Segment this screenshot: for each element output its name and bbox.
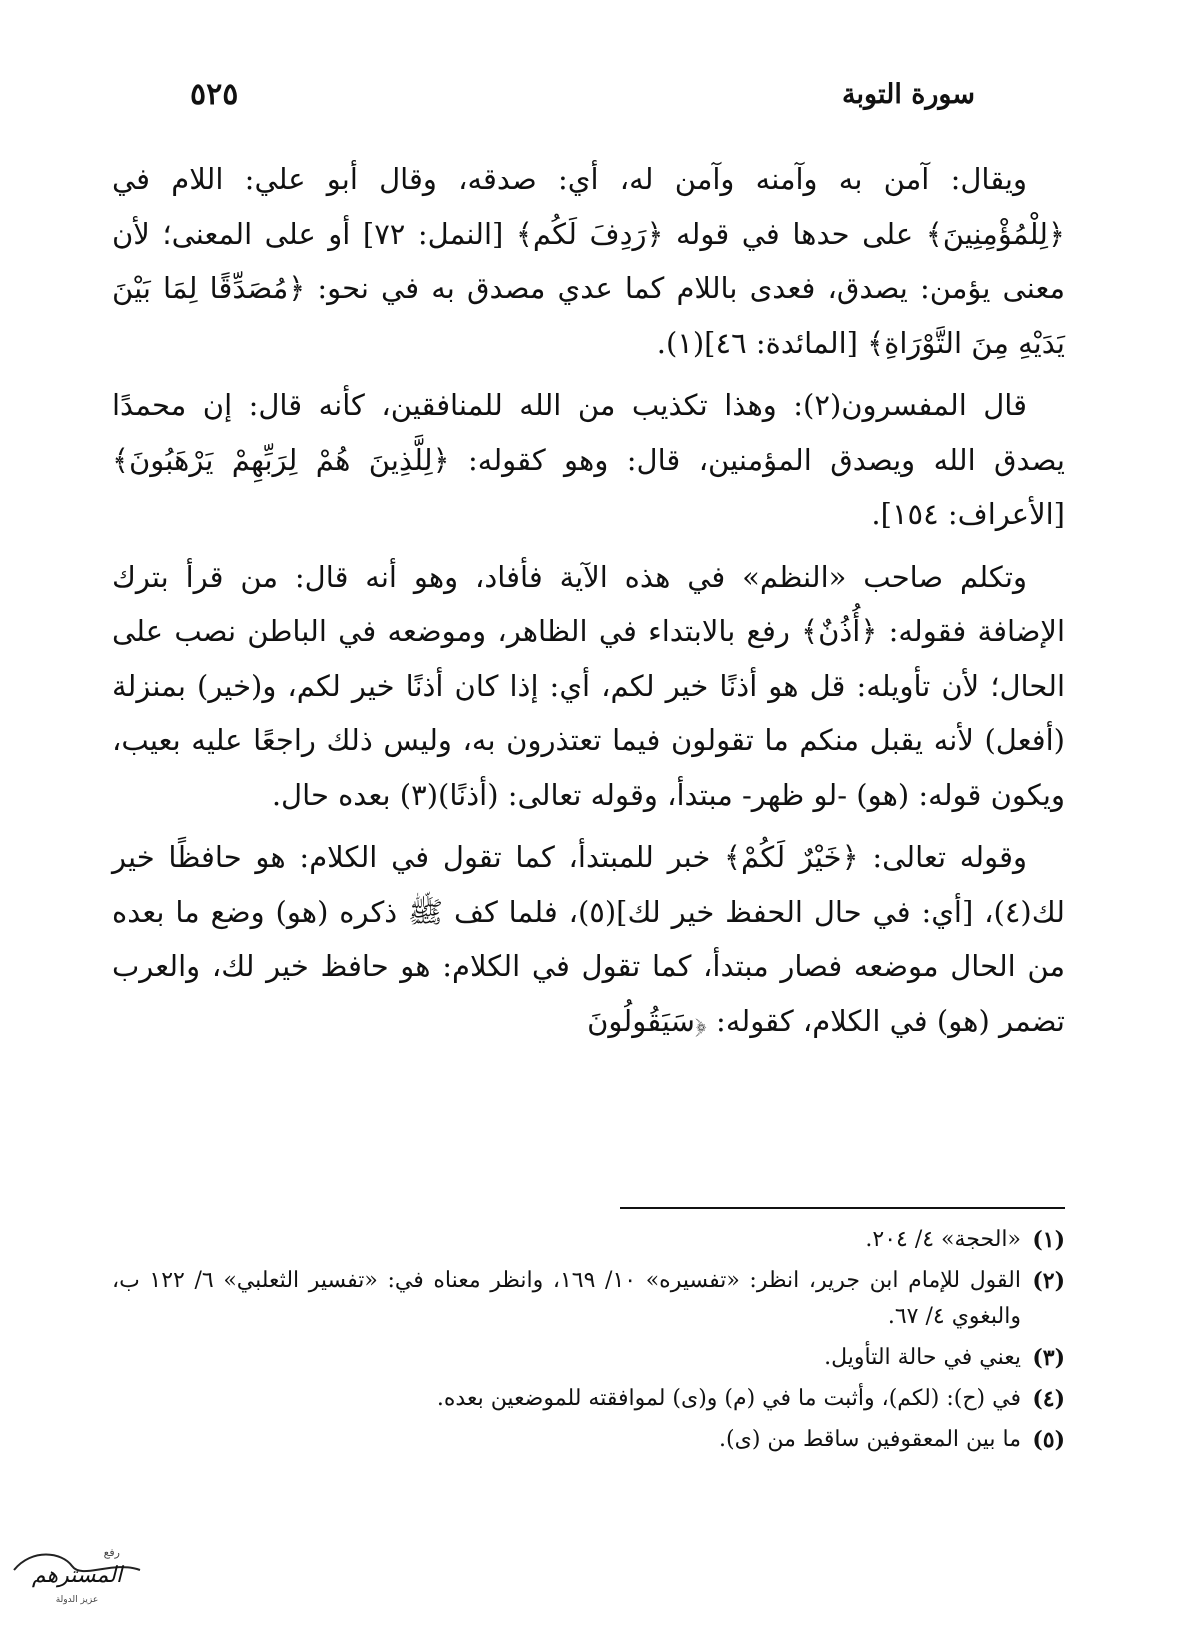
footnote xyxy=(112,1381,1065,1417)
footnote xyxy=(112,1263,1065,1335)
main-text xyxy=(112,152,1065,1048)
footnote-text: في (ح): (لكم)، وأثبت ما في (م) و(ى) لموافقته للموضعين بعده. xyxy=(436,1386,1021,1411)
footnote xyxy=(112,1340,1065,1376)
watermark-top-text: رفع xyxy=(103,1546,120,1559)
page-number: ٥٢٥ xyxy=(190,76,239,112)
footnote-text: يعني في حالة التأويل. xyxy=(824,1345,1021,1370)
footnote-number: (٥) xyxy=(1032,1427,1065,1453)
footnote-divider xyxy=(620,1207,1065,1209)
watermark-sub-text: عزيز الدولة xyxy=(55,1595,99,1605)
footnote-text: القول للإمام ابن جرير، انظر: «تفسيره» ١٠/ ١٦٩، وانظر معناه في: «تفسير الثعلبي» ٦/ ١٢٢ ب، والبغوي ٤/ ٦٧. xyxy=(112,1268,1021,1329)
footnote-text: ما بين المعقوفين ساقط من (ى). xyxy=(719,1427,1021,1452)
footnote xyxy=(112,1422,1065,1458)
footnote-number: (٣) xyxy=(1032,1345,1065,1371)
footnotes xyxy=(112,1222,1065,1463)
footnote-number: (١) xyxy=(1032,1227,1065,1253)
paragraph: ويقال: آمن به وآمنه وآمن له، أي: صدقه، وقال أبو علي: اللام في ﴿لِلْمُؤْمِنِينَ﴾ على حدها في قوله ﴿رَدِفَ لَكُم﴾ [النمل: ٧٢] أو على المعنى؛ لأن معنى يؤمن: يصدق، فعدى باللام كما عدي مصدق به في نحو: ﴿مُصَدِّقًا لِمَا بَيْنَ يَدَيْهِ مِنَ التَّوْرَاةِ﴾ [المائدة: ٤٦](١). xyxy=(112,162,1066,360)
paragraph: وقوله تعالى: ﴿خَيْرٌ لَكُمْ﴾ خبر للمبتدأ، كما تقول في الكلام: هو حافظًا خير لك(٤)، [أي: في حال الحفظ خير لك](٥)، فلما كف ﷺ ذكره (هو) وضع ما بعده من الحال موضعه فصار مبتدأ، كما تقول في الكلام: هو حافظ خير لك، والعرب تضمر (هو) في الكلام، كقوله: ﴿سَيَقُولُونَ xyxy=(112,840,1065,1038)
footnote xyxy=(112,1222,1065,1258)
footnote-number: (٢) xyxy=(1032,1268,1065,1294)
page-header xyxy=(190,72,975,116)
paragraph: وتكلم صاحب «النظم» في هذه الآية فأفاد، وهو أنه قال: من قرأ بترك الإضافة فقوله: ﴿أُذُنٌ﴾ رفع بالابتداء في الظاهر، وموضعه في الباطن نصب على الحال؛ لأن تأويله: قل هو أذنًا خير لكم، أي: إذا كان أذنًا خير لكم، و(خير) بمنزلة (أفعل) لأنه يقبل منكم ما تقولون فيما تعتذرون به، وليس ذلك راجعًا عليه بعيب، ويكون قوله: (هو) -لو ظهر- مبتدأ، وقوله تعالى: (أذنًا)(٣) بعده حال. xyxy=(112,559,1065,812)
paragraph: قال المفسرون(٢): وهذا تكذيب من الله للمنافقين، كأنه قال: إن محمدًا يصدق الله ويصدق المؤمنين، قال: وهو كقوله: ﴿لِلَّذِينَ هُمْ لِرَبِّهِمْ يَرْهَبُونَ﴾ [الأعراف: ١٥٤]. xyxy=(112,388,1065,531)
watermark-main-text: المسترهم xyxy=(31,1563,123,1588)
surah-title: سورة التوبة xyxy=(842,78,975,110)
watermark-logo xyxy=(2,1540,152,1610)
footnote-text: «الحجة» ٤/ ٢٠٤. xyxy=(865,1227,1021,1252)
footnote-number: (٤) xyxy=(1032,1386,1065,1412)
